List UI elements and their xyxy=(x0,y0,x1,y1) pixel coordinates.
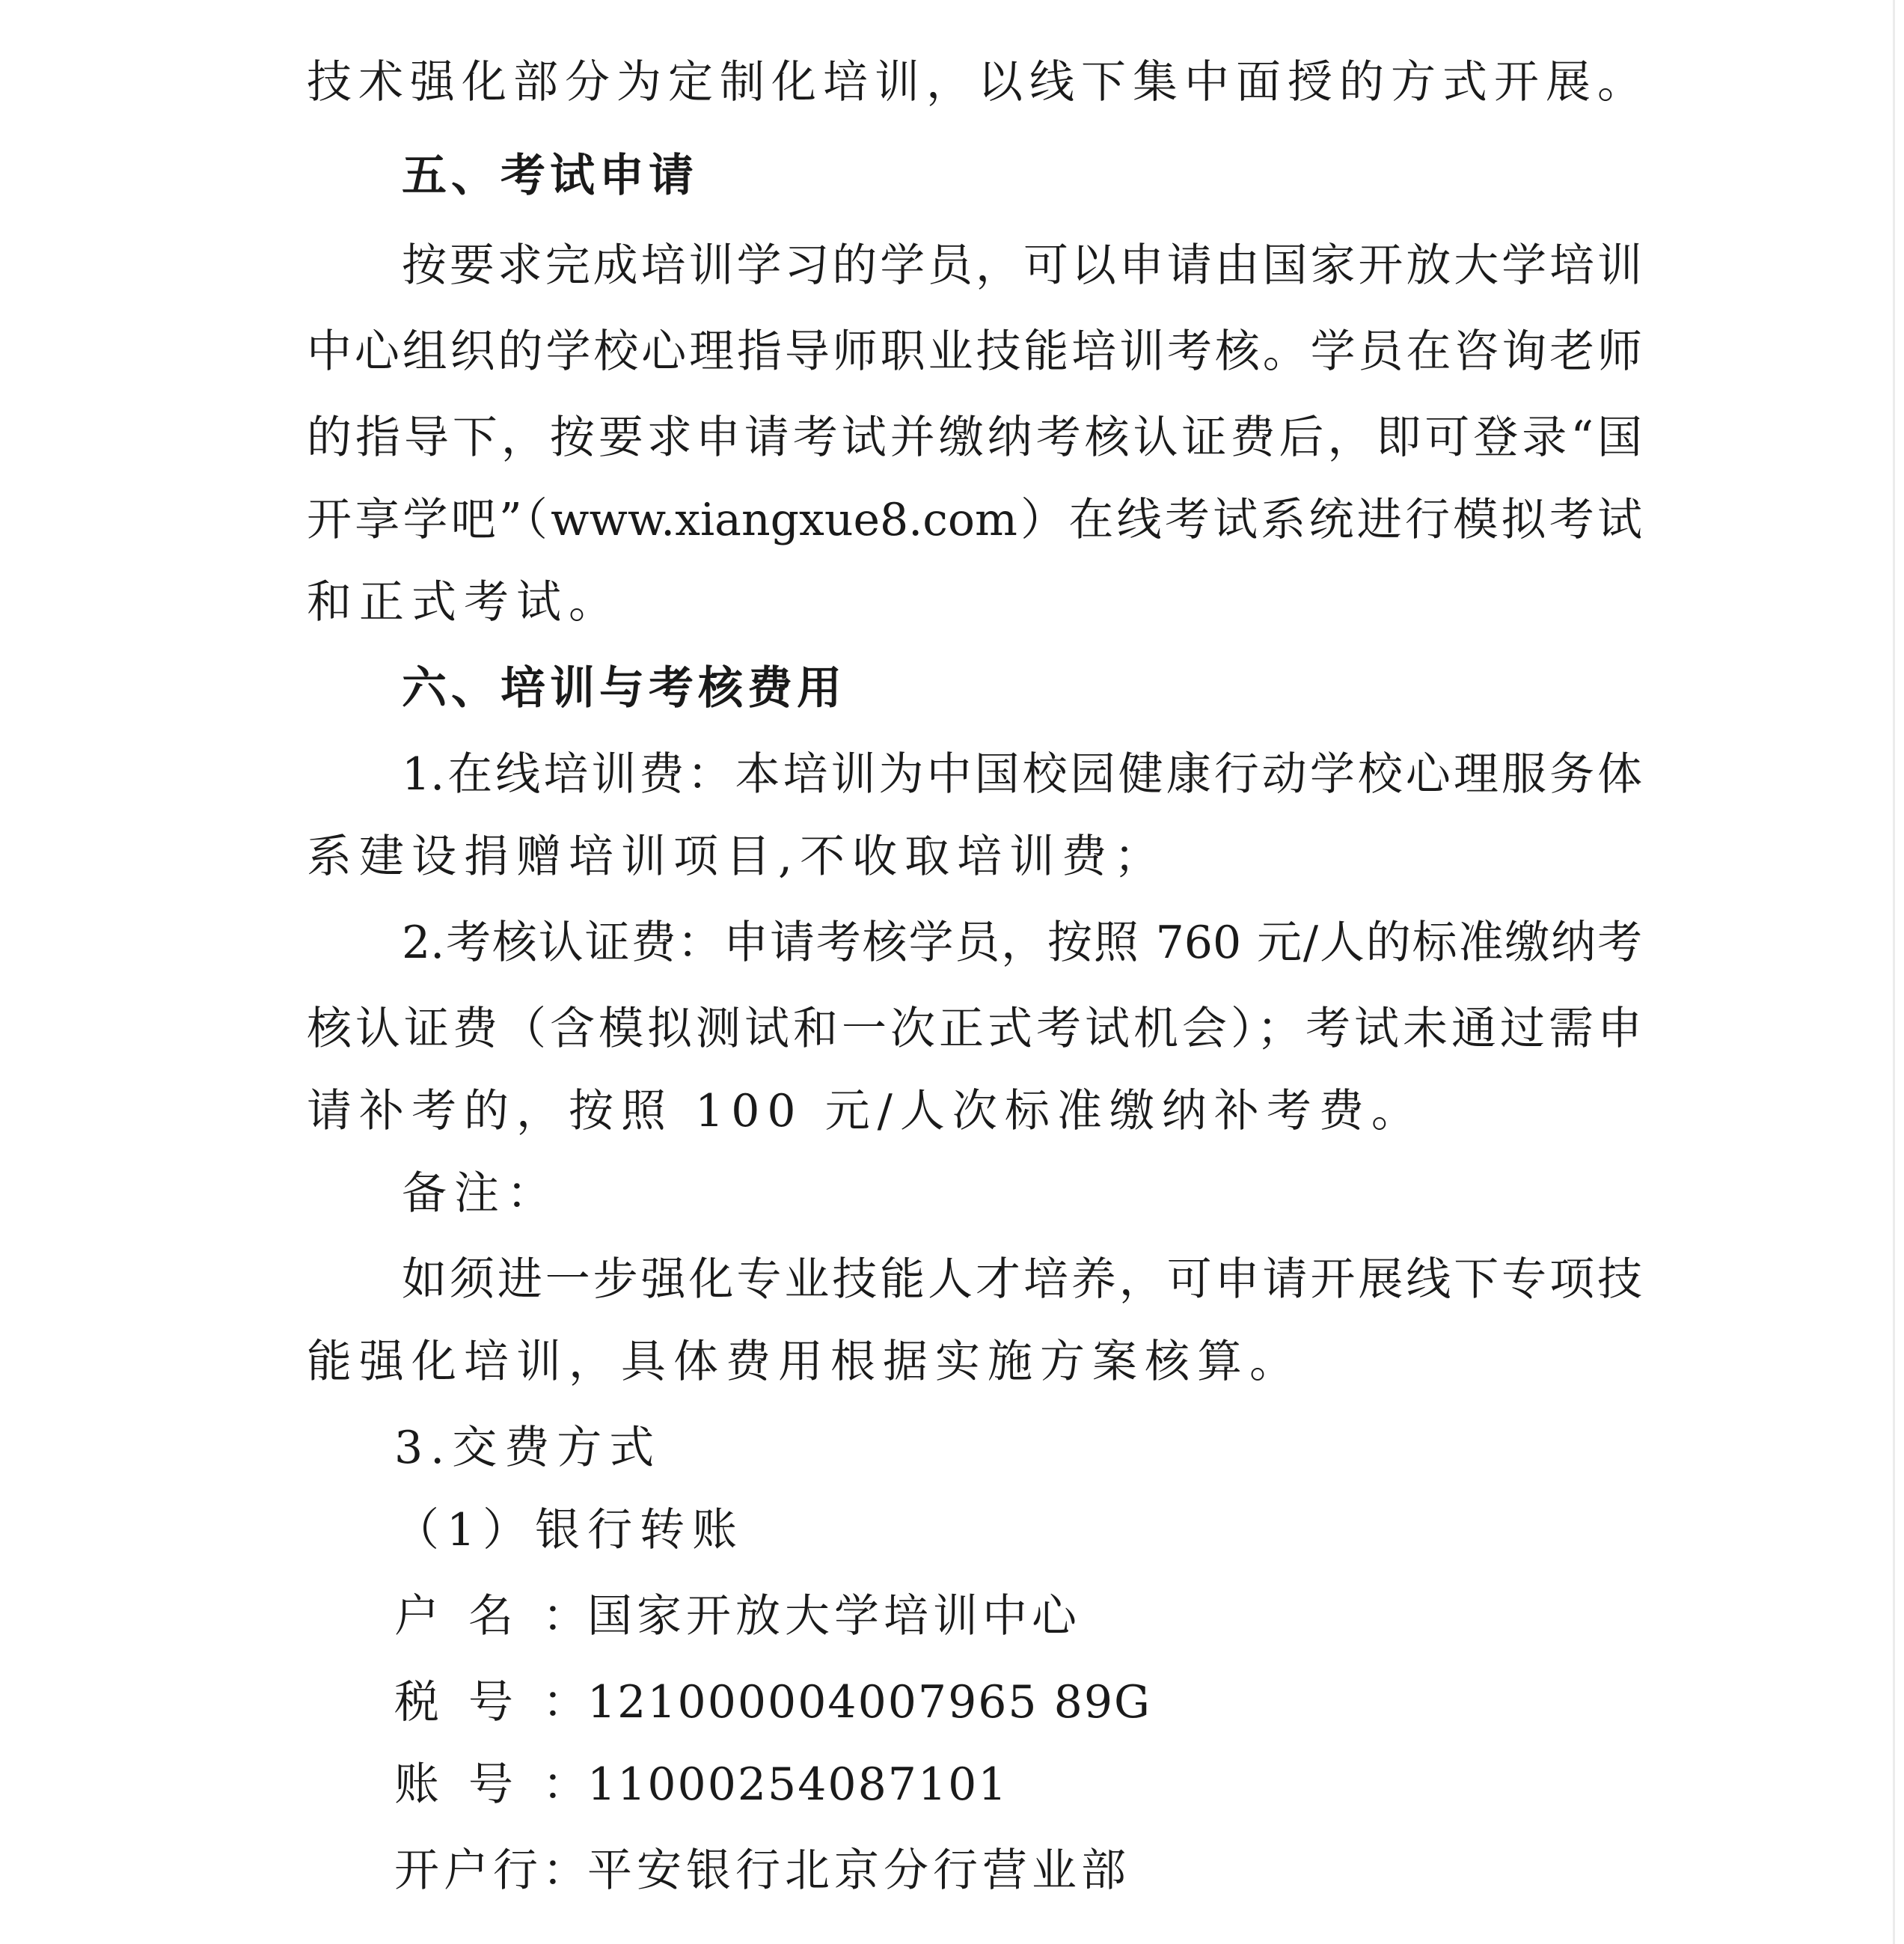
section-heading-fees: 六、培训与考核费用 xyxy=(402,662,846,715)
bank-branch-row xyxy=(394,1841,1130,1901)
account-name-label: 户名： xyxy=(394,1590,587,1642)
cert-fee-line-2: 核认证费（含模拟测试和一次正式考试机会）；考试未通过需申 xyxy=(307,1003,1642,1055)
exam-paragraph-line-5: 和正式考试。 xyxy=(307,576,621,629)
section-heading-exam-application: 五、考试申请 xyxy=(402,150,698,202)
exam-paragraph-line-1: 按要求完成培训学习的学员，可以申请由国家开放大学培训 xyxy=(402,239,1642,292)
bank-branch-label: 开户行： xyxy=(394,1844,587,1897)
bank-account-name-row xyxy=(394,1586,1081,1646)
account-name-value: 国家开放大学培训中心 xyxy=(587,1590,1081,1642)
bank-branch-value: 平安银行北京分行营业部 xyxy=(587,1844,1130,1897)
tax-id-label: 税号： xyxy=(394,1676,587,1728)
exam-paragraph-line-4: 开享学吧”（www.xiangxue8.com）在线考试系统进行模拟考试 xyxy=(307,494,1642,546)
online-fee-line-2: 系建设捐赠培训项目,不收取培训费； xyxy=(307,831,1167,883)
scan-edge-shadow xyxy=(1893,0,1895,1944)
payment-method-heading: 3.交费方式 xyxy=(394,1422,662,1474)
bank-account-number-row xyxy=(394,1755,1008,1815)
bank-tax-id-row xyxy=(394,1672,1151,1732)
account-number-value: 11000254087101 xyxy=(587,1758,1008,1811)
online-fee-line-1: 1.在线培训费：本培训为中国校园健康行动学校心理服务体 xyxy=(402,748,1642,801)
bank-transfer-subheading: （1）银行转账 xyxy=(394,1504,745,1556)
account-number-label: 账号： xyxy=(394,1758,587,1811)
exam-paragraph-line-3: 的指导下，按要求申请考试并缴纳考核认证费后，即可登录“国 xyxy=(307,412,1642,464)
note-line-1: 如须进一步强化专业技能人才培养，可申请开展线下专项技 xyxy=(402,1253,1642,1306)
note-line-2: 能强化培训，具体费用根据实施方案核算。 xyxy=(307,1336,1302,1388)
text-line-tech-training: 技术强化部分为定制化培训，以线下集中面授的方式开展。 xyxy=(307,56,1649,108)
cert-fee-line-1: 2.考核认证费：申请考核学员，按照 760 元/人的标准缴纳考 xyxy=(402,917,1642,969)
tax-id-value: 121000004007965 89G xyxy=(587,1676,1151,1728)
note-label: 备注： xyxy=(402,1167,559,1220)
exam-paragraph-line-2: 中心组织的学校心理指导师职业技能培训考核。学员在咨询老师 xyxy=(307,325,1642,378)
cert-fee-line-3: 请补考的，按照 100 元/人次标准缴纳补考费。 xyxy=(307,1085,1424,1137)
